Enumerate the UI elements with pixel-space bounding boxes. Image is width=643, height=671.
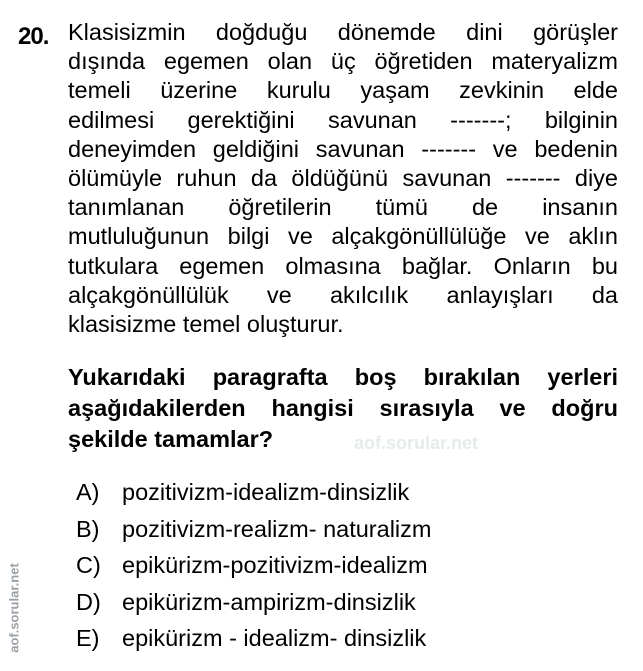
option-letter: C) — [76, 552, 101, 578]
option-a[interactable] — [76, 474, 431, 511]
question-prompt — [68, 362, 618, 455]
option-text: epikürizm-pozitivizm-idealizm — [122, 552, 428, 578]
option-letter: D) — [76, 588, 101, 615]
option-letter: B) — [76, 515, 100, 542]
option-text: pozitivizm-realizm- naturalizm — [122, 515, 432, 542]
stem-line: mutluluğunun bilgi ve alçakgönüllülüğe ve aklın — [68, 223, 618, 250]
watermark-center: aof.sorular.net — [354, 433, 479, 453]
option-letter: E) — [76, 625, 100, 651]
stem-line: dışında egemen olan üç öğretiden materyalizm — [68, 48, 618, 75]
prompt-line: aşağıdakilerden hangisi sırasıyla ve doğru — [68, 395, 618, 421]
option-b[interactable] — [76, 511, 431, 548]
option-d[interactable] — [76, 584, 431, 621]
option-text: epikürizm-ampirizm-dinsizlik — [122, 588, 416, 615]
prompt-line: Yukarıdaki paragrafta boş bırakılan yerleri — [68, 364, 618, 390]
stem-line: alçakgönüllülük ve akılcılık anlayışları da — [68, 281, 618, 308]
option-text: pozitivizm-idealizm-dinsizlik — [122, 479, 410, 505]
option-c[interactable] — [76, 547, 431, 584]
stem-line: Klasisizmin doğduğu dönemde dini görüşler — [68, 19, 618, 45]
stem-line: temeli üzerine kurulu yaşam zevkinin elde — [68, 77, 618, 104]
answer-options — [76, 474, 431, 657]
question-stem — [68, 18, 618, 339]
option-e[interactable] — [76, 620, 431, 657]
stem-line: edilmesi gerektiğini savunan -------; bilginin — [68, 106, 618, 133]
stem-line: klasisizme temel oluşturur. — [68, 311, 344, 338]
stem-line: tutkulara egemen olmasına bağlar. Onların bu — [68, 252, 618, 279]
stem-line: deneyimden geldiğini savunan ------- ve bedenin — [68, 135, 618, 162]
question-number: 20. — [18, 23, 49, 50]
watermark-side: aof.sorular.net — [6, 563, 22, 653]
prompt-line: şekilde tamamlar? — [68, 426, 274, 452]
option-letter: A) — [76, 479, 100, 505]
stem-line: tanımlanan öğretilerin tümü de insanın — [68, 194, 618, 221]
stem-line: ölümüyle ruhun da öldüğünü savunan ------- diye — [68, 165, 618, 192]
option-text: epikürizm - idealizm- dinsizlik — [122, 625, 427, 651]
